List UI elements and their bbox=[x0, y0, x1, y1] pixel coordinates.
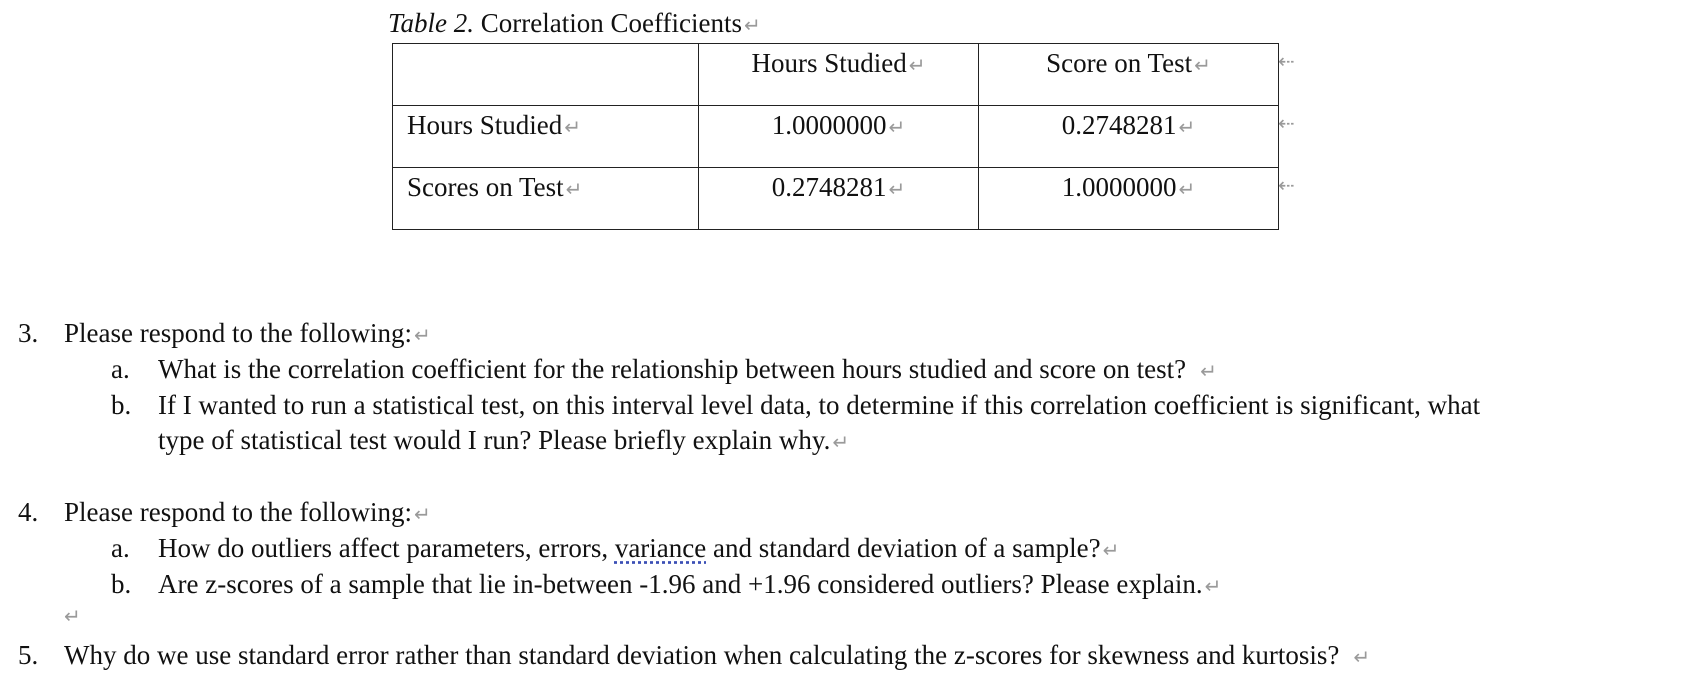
value-cell[interactable]: 1.0000000 ↵ bbox=[699, 106, 979, 168]
item-letter: a. bbox=[111, 533, 130, 563]
table-header-row bbox=[393, 44, 1279, 106]
paragraph-mark: ↵ bbox=[64, 604, 81, 628]
row-end-mark: ⇠ bbox=[1278, 49, 1295, 73]
value-cell[interactable]: 1.0000000 ↵ bbox=[979, 168, 1279, 230]
caption-label: Table 2. bbox=[388, 8, 475, 38]
item-letter: a. bbox=[111, 354, 130, 384]
spellcheck-underline[interactable]: variance bbox=[614, 533, 707, 563]
row-end-mark: ⇠ bbox=[1278, 173, 1295, 197]
item-text-line2: type of statistical test would I run? Please briefly explain why. bbox=[158, 425, 831, 455]
correlation-table bbox=[392, 43, 1279, 230]
item-letter: b. bbox=[111, 569, 132, 599]
question-number: 3. bbox=[18, 318, 39, 348]
question-text: Why do we use standard error rather than standard deviation when calculating the z-scores for skewness and kurtosis? bbox=[64, 640, 1340, 670]
value-cell[interactable]: 0.2748281 ↵ bbox=[699, 168, 979, 230]
question-number: 5. bbox=[18, 640, 39, 670]
row-label-cell[interactable]: Scores on Test ↵ bbox=[393, 168, 699, 230]
item-text-line1: If I wanted to run a statistical test, on this interval level data, to determine if this correlation coefficient is significant, what bbox=[158, 390, 1481, 420]
paragraph-mark: ↵ bbox=[743, 13, 761, 37]
item-letter: b. bbox=[111, 390, 132, 420]
table-caption bbox=[388, 8, 761, 39]
question-text: Please respond to the following: bbox=[64, 318, 412, 348]
table-row bbox=[393, 106, 1279, 168]
table-row bbox=[393, 168, 1279, 230]
row-label-cell[interactable]: Hours Studied ↵ bbox=[393, 106, 699, 168]
header-cell[interactable]: Score on Test ↵ bbox=[979, 44, 1279, 106]
header-cell[interactable]: Hours Studied ↵ bbox=[699, 44, 979, 106]
question-number: 4. bbox=[18, 497, 39, 527]
value-cell[interactable]: 0.2748281 ↵ bbox=[979, 106, 1279, 168]
item-text: Are z-scores of a sample that lie in-between -1.96 and +1.96 considered outliers? Please explain. bbox=[158, 569, 1203, 599]
caption-title: Correlation Coefficients bbox=[480, 8, 742, 38]
header-cell-empty[interactable] bbox=[393, 44, 699, 106]
item-text: What is the correlation coefficient for the relationship between hours studied and score on test? bbox=[158, 354, 1187, 384]
question-text: Please respond to the following: bbox=[64, 497, 412, 527]
row-end-mark: ⇠ bbox=[1278, 111, 1295, 135]
